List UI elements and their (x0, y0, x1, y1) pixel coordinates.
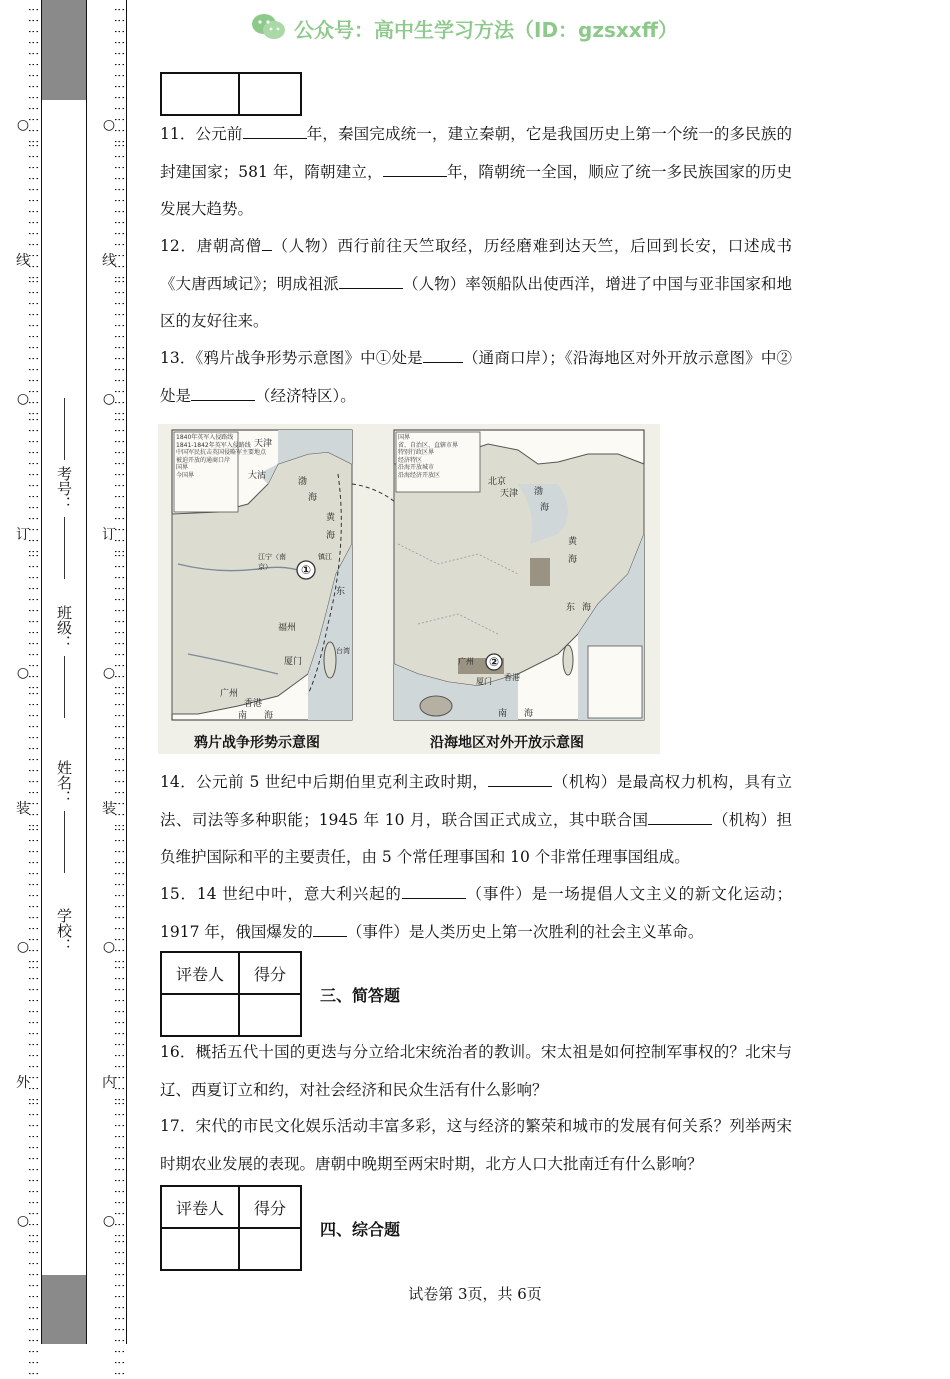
score-cell[interactable] (239, 1228, 301, 1270)
binding-line-outer (41, 0, 42, 1344)
score-label: 得分 (239, 952, 301, 994)
binding-circle: ○ (16, 939, 30, 955)
binding-label-xian: 线 (102, 253, 116, 269)
school-field[interactable]: 学校： (55, 908, 73, 953)
grader-cell[interactable] (161, 994, 239, 1036)
grader-label: 评卷人 (161, 952, 239, 994)
question-16: 16．概括五代十国的更迭与分立给北宋统治者的教训。宋太祖是如何控制军事权的？北宋与辽、西夏订立和约，对社会经济和民众生活有什么影响？ (160, 1043, 792, 1099)
exam-number-field[interactable]: 考号： (54, 392, 75, 585)
right-map-legend: 国界 省、自治区、直辖市界 特别行政区界 经济特区 沿海开放城市 沿海经济开放区 (398, 434, 459, 479)
binding-circle: ○ (102, 117, 116, 133)
section-4-score-box (160, 1185, 302, 1271)
binding-label-wai: 外 (16, 1075, 30, 1091)
header-title: 公众号：高中生学习方法（ID：gzsxxff） (294, 18, 678, 42)
question-17: 17．宋代的市民文化娱乐活动丰富多彩，这与经济的繁荣和城市的发展有何关系？列举两宋时期农业发展的表现。唐朝中晚期至两宋时期，北方人口大批南迁有什么影响？ (160, 1117, 792, 1173)
binding-circle: ○ (102, 665, 116, 681)
binding-label-zhuang: 装 (16, 801, 30, 817)
binding-circle: ○ (16, 1213, 30, 1229)
answer-blank[interactable] (243, 120, 307, 139)
binding-label-xian: 线 (16, 253, 30, 269)
answer-blank[interactable] (402, 880, 466, 899)
grader-cell[interactable] (161, 1228, 239, 1270)
left-map-caption: 鸦片战争形势示意图 (194, 735, 320, 751)
question-14: 14．公元前 5 世纪中后期伯里克利主政时期， （机构）是最高权力机构，具有立法、司法等多种职能；1945 年 10 月，联合国正式成立，其中联合国 （机构）担负维护国际和平的主要责任，由 5 个常任理事国和 10 个非常任理事国组成。 (160, 764, 792, 877)
section-4-title: 四、综合题 (320, 1220, 401, 1239)
binding-label-ding: 订 (16, 527, 30, 543)
binding-label-ding: 订 (102, 527, 116, 543)
watermark-header (250, 12, 710, 42)
class-field[interactable]: 班级： (54, 605, 75, 724)
answer-blank[interactable] (648, 806, 712, 825)
binding-line-inner (126, 0, 127, 1344)
answer-blank[interactable] (423, 344, 463, 363)
outer-binding-column: ⋮⋮⋮⋮⋮⋮⋮⋮⋮⋮⋮⋮⋮ ○ ⋮⋮⋮⋮⋮⋮⋮⋮⋮⋮⋮⋮⋮ 线 ⋮⋮⋮⋮⋮⋮⋮⋮⋮⋮⋮⋮⋮ ○ ⋮⋮⋮⋮⋮⋮⋮⋮⋮⋮⋮⋮⋮ 订 ⋮⋮⋮⋮⋮⋮⋮⋮⋮⋮⋮⋮⋮ ○ ⋮⋮⋮⋮⋮⋮⋮⋮⋮⋮⋮⋮⋮ 装 ⋮⋮⋮⋮⋮⋮⋮⋮⋮⋮⋮⋮⋮ ○ ⋮⋮⋮⋮⋮⋮⋮⋮⋮⋮⋮⋮⋮ 外 ⋮⋮⋮⋮⋮⋮⋮⋮⋮⋮⋮⋮⋮ ○ ⋮⋮⋮⋮⋮⋮⋮⋮⋮⋮⋮⋮⋮ (8, 0, 38, 1344)
left-map-legend: 1840年英军入侵路线 1841-1842年英军入侵路线 中国军民抗击英国侵略军主要地点 被迫开放的通商口岸 国界 今国界 (176, 434, 267, 479)
name-field[interactable]: 姓名： (54, 760, 75, 879)
answer-blank[interactable] (339, 270, 403, 289)
binding-circle: ○ (16, 665, 30, 681)
binding-label-zhuang: 装 (102, 801, 116, 817)
score-label: 得分 (239, 1186, 301, 1228)
binding-label-nei: 内 (102, 1075, 116, 1091)
answer-blank[interactable] (488, 768, 552, 787)
section-3-score-box (160, 951, 302, 1037)
answer-blank[interactable] (262, 232, 272, 251)
question-11: 11．公元前 年，秦国完成统一，建立秦朝，它是我国历史上第一个统一的多民族的封建国家；581 年，隋朝建立， 年，隋朝统一全国，顺应了统一多民族国家的历史发展大趋势。 (160, 116, 792, 229)
map-marker-2: ② (489, 655, 500, 669)
binding-circle: ○ (102, 939, 116, 955)
map-labels: 天津 大沽 渤 海 黄 海 ① 江宁（南京） 镇江 东 福州 厦门 广州 香港 南 海 台湾 北京 天津 渤 海 黄 海 东 海 ② 广州 香港 厦门 南 海 (220, 439, 592, 721)
binding-shade-top (42, 0, 86, 100)
wechat-icon (250, 12, 288, 42)
section-3-title: 三、简答题 (320, 986, 401, 1005)
answer-blank[interactable] (313, 918, 347, 937)
binding-circle: ○ (16, 117, 30, 133)
page-footer: 试卷第 3页，共 6页 (408, 1285, 542, 1303)
answer-blank[interactable] (191, 382, 255, 401)
binding-circle: ○ (16, 391, 30, 407)
right-map-caption: 沿海地区对外开放示意图 (430, 735, 584, 751)
grader-label: 评卷人 (161, 1186, 239, 1228)
answer-blank[interactable] (383, 158, 447, 177)
question-15: 15．14 世纪中叶，意大利兴起的 （事件）是一场提倡人文主义的新文化运动；1917 年，俄国爆发的 （事件）是人类历史上第一次胜利的社会主义革命。 (160, 876, 792, 951)
binding-circle: ○ (102, 1213, 116, 1229)
binding-line-middle (86, 0, 87, 1344)
question-13: 13．《鸦片战争形势示意图》中①处是 （通商口岸）；《沿海地区对外开放示意图》中②处是 （经济特区）。 (160, 340, 792, 415)
score-cell[interactable] (239, 994, 301, 1036)
binding-circle: ○ (102, 391, 116, 407)
top-score-box (160, 72, 302, 116)
maps-figure (158, 424, 660, 754)
map-marker-1: ① (301, 563, 312, 577)
inner-binding-column: ⋮⋮⋮⋮⋮⋮⋮⋮⋮⋮⋮⋮⋮ ○ ⋮⋮⋮⋮⋮⋮⋮⋮⋮⋮⋮⋮⋮ 线 ⋮⋮⋮⋮⋮⋮⋮⋮⋮⋮⋮⋮⋮ ○ ⋮⋮⋮⋮⋮⋮⋮⋮⋮⋮⋮⋮⋮ 订 ⋮⋮⋮⋮⋮⋮⋮⋮⋮⋮⋮⋮⋮ ○ ⋮⋮⋮⋮⋮⋮⋮⋮⋮⋮⋮⋮⋮ 装 ⋮⋮⋮⋮⋮⋮⋮⋮⋮⋮⋮⋮⋮ ○ ⋮⋮⋮⋮⋮⋮⋮⋮⋮⋮⋮⋮⋮ 内 ⋮⋮⋮⋮⋮⋮⋮⋮⋮⋮⋮⋮⋮ ○ ⋮⋮⋮⋮⋮⋮⋮⋮⋮⋮⋮⋮⋮ (94, 0, 124, 1344)
question-12: 12．唐朝高僧 （人物）西行前往天竺取经，历经磨难到达天竺，后回到长安，口述成书《大唐西域记》；明成祖派 （人物）率领船队出使西洋，增进了中国与亚非国家和地区的友好往来。 (160, 228, 792, 341)
